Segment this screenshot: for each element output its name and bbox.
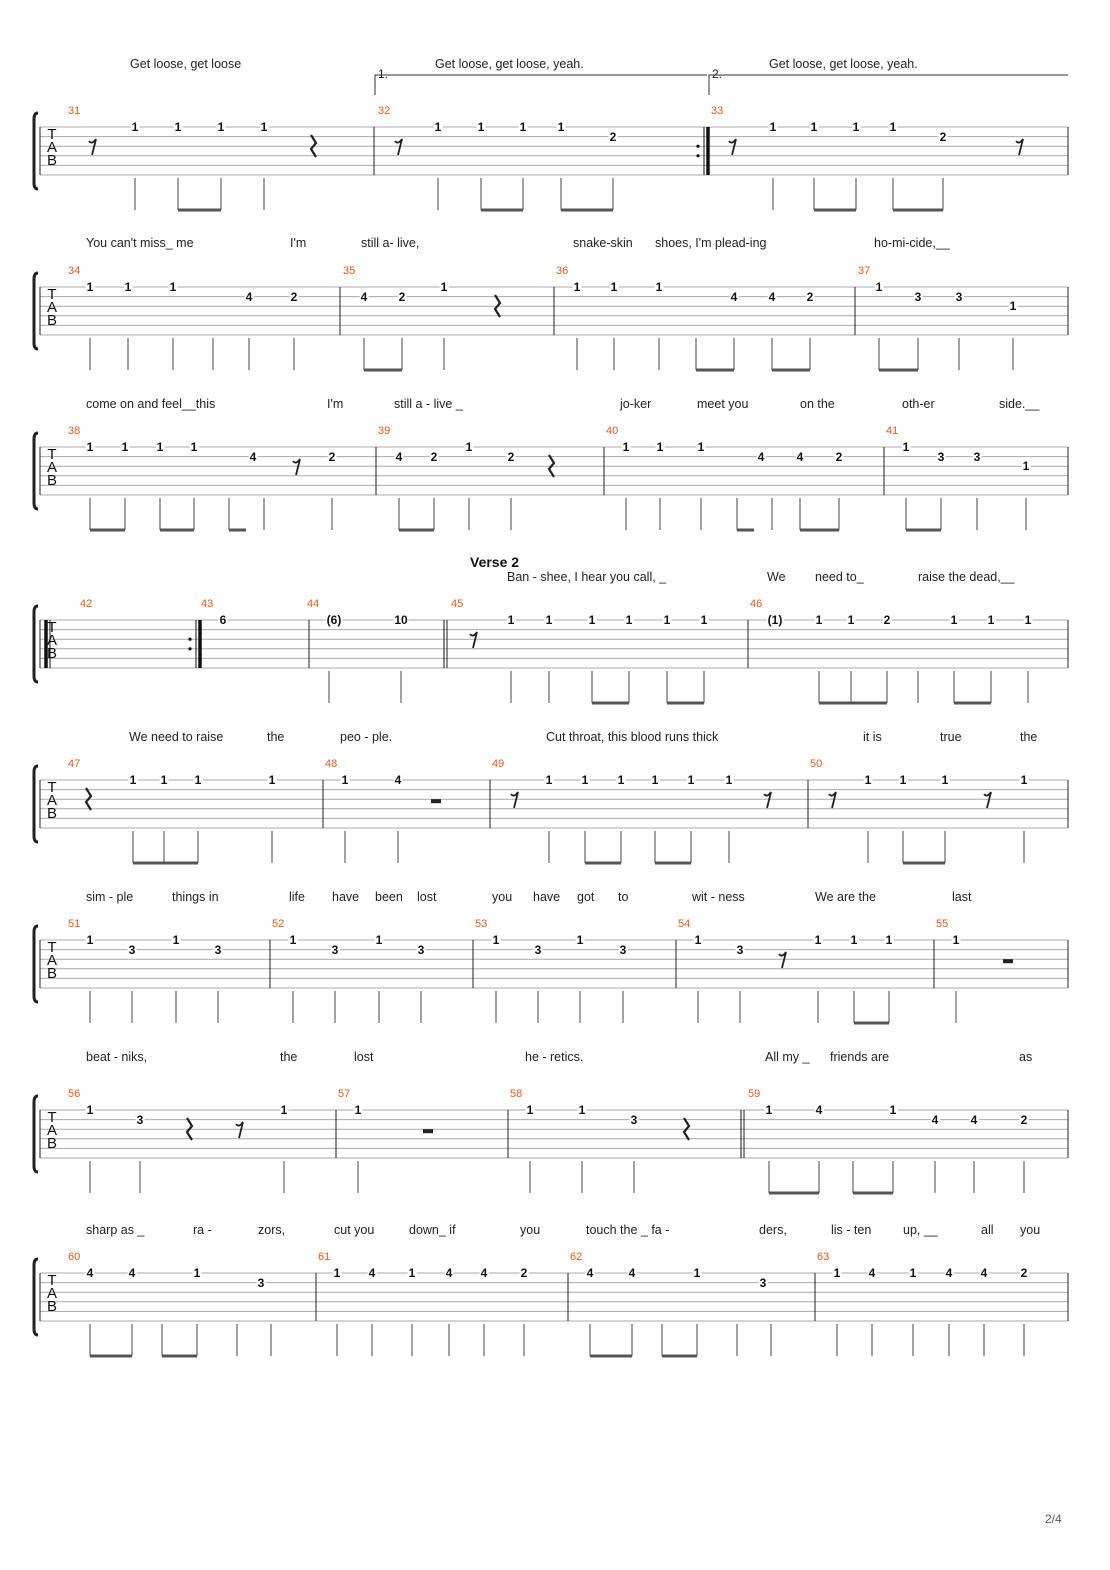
fret-number: 3 [759,1275,767,1290]
measure-number: 44 [307,598,320,610]
fret-number: 4 [868,1266,876,1280]
fret-number: 4 [395,449,403,464]
fret-number: 2 [520,1266,528,1280]
fret-number: 3 [417,942,425,957]
tab-clef-letter: B [46,152,58,169]
tab-clef-letter: T [47,1272,57,1289]
fret-number: 1 [810,120,818,134]
section-title: Verse 2 [470,554,520,570]
fret-number: 1 [465,440,473,454]
tab-clef-letter: B [46,1135,58,1152]
fret-number: 1 [156,440,164,454]
fret-number: 4 [368,1266,376,1280]
fret-number: 4 [586,1266,594,1280]
fret-number: 6 [219,613,227,627]
measure-number: 38 [68,425,81,437]
measure-number: 53 [475,918,488,930]
fret-number: 1 [663,613,671,627]
lyric-syllable: have [533,890,561,904]
volta-bracket-2 [709,75,1068,95]
lyric-syllable: friends are [830,1050,890,1064]
lyric-syllable: to [618,890,629,904]
fret-number: 1 [581,773,589,787]
fret-number: 1 [987,613,995,627]
fret-number: 1 [617,773,625,787]
fret-number: 3 [331,942,339,957]
measure-number: 31 [68,105,81,117]
lyric-syllable: Get loose, get loose, yeah. [769,57,918,71]
lyric-syllable: ders, [759,1223,787,1237]
fret-number: 1 [375,933,383,947]
fret-number: 1 [172,933,180,947]
fret-number: 1 [656,440,664,454]
lyric-syllable: sharp as _ [86,1223,145,1237]
tab-clef-letter: A [46,792,58,809]
lyric-syllable: touch the _ fa - [586,1223,670,1237]
repeat-dot [696,154,699,157]
lyric-syllable: lost [417,890,437,904]
fret-number: 1 [434,120,442,134]
measure-number: 37 [858,265,871,277]
tab-clef-letter: B [46,805,58,822]
tab-clef-letter: B [46,965,58,982]
tab-clef-letter: T [47,619,57,636]
fret-number: 4 [445,1266,453,1280]
lyric-syllable: I'm [290,236,307,250]
lyric-syllable: the [267,730,285,744]
fret-number: 1 [1024,613,1032,627]
system-bracket [34,273,38,349]
lyric-syllable: still a- live, [361,236,420,250]
tab-clef-letter: A [46,139,58,156]
eighth-rest [511,792,518,808]
measure-number: 47 [68,758,81,770]
fret-number: 1 [124,280,132,294]
lyric-syllable: ra - [193,1223,212,1237]
fret-number: 1 [86,1103,94,1117]
lyric-syllable: last [952,890,972,904]
fret-number: 1 [1020,773,1028,787]
measure-number: 33 [711,105,724,117]
lyric-syllable: you [1020,1223,1041,1237]
tab-clef-letter: T [47,779,57,796]
system-bracket [34,113,38,189]
measure-number: 57 [338,1088,351,1100]
fret-number: 3 [534,942,542,957]
fret-number: 10 [394,613,408,627]
measure-number: 61 [318,1251,331,1263]
fret-number: 2 [1020,1112,1028,1127]
fret-number: 1 [941,773,949,787]
fret-number: 3 [214,942,222,957]
tab-clef-letter: B [46,472,58,489]
eighth-rest [729,139,736,155]
fret-number: 1 [1022,459,1030,474]
fret-number: 3 [736,942,744,957]
fret-number: 1 [341,773,349,787]
measure-number: 45 [451,598,464,610]
fret-number: (6) [326,613,342,627]
fret-number: 2 [398,289,406,304]
lyric-syllable: need to_ [815,570,864,584]
fret-number: 1 [519,120,527,134]
fret-number: 1 [289,933,297,947]
lyric-syllable: Ban - shee, I hear you call, _ [507,570,667,584]
fret-number: 1 [440,280,448,294]
lyric-syllable: oth-er [902,397,935,411]
lyric-syllable: ho-mi-cide,__ [874,236,950,250]
eighth-rest [395,139,402,155]
fret-number: 1 [408,1266,416,1280]
measure-number: 32 [378,105,391,117]
fret-number: 1 [651,773,659,787]
tab-clef-letter: A [46,1122,58,1139]
fret-number: 3 [619,942,627,957]
volta-label: 2. [712,67,723,81]
eighth-rest [89,139,96,155]
fret-number: 1 [545,613,553,627]
lyric-syllable: you [492,890,513,904]
fret-number: 2 [806,289,814,304]
lyric-syllable: side.__ [999,397,1040,411]
fret-number: 1 [1009,299,1017,314]
fret-number: 1 [193,1266,201,1280]
tab-clef-letter: T [47,126,57,143]
fret-number: 4 [815,1103,823,1117]
tab-clef-letter: A [46,459,58,476]
fret-number: 4 [931,1112,939,1127]
fret-number: 3 [257,1275,265,1290]
fret-number: 1 [694,933,702,947]
measure-number: 35 [343,265,356,277]
lyric-syllable: Get loose, get loose [130,57,242,71]
lyric-syllable: raise the dead,__ [918,570,1015,584]
fret-number: 1 [86,280,94,294]
fret-number: 1 [557,120,565,134]
fret-number: 4 [945,1266,953,1280]
fret-number: 1 [899,773,907,787]
fret-number: 4 [245,289,253,304]
fret-number: 4 [757,449,765,464]
lyric-syllable: We need to raise [129,730,224,744]
tab-clef-letter: B [46,645,58,662]
fret-number: 1 [814,933,822,947]
fret-number: 1 [952,933,960,947]
measure-number: 36 [556,265,569,277]
fret-number: 3 [937,449,945,464]
measure-number: 55 [936,918,949,930]
lyric-syllable: sim - ple [86,890,134,904]
fret-number: 1 [588,613,596,627]
fret-number: 1 [815,613,823,627]
fret-number: 1 [477,120,485,134]
lyric-syllable: the [1020,730,1038,744]
system-bracket [34,926,38,1002]
lyric-syllable: I'm [327,397,344,411]
fret-number: 1 [526,1103,534,1117]
fret-number: 2 [430,449,438,464]
measure-number: 56 [68,1088,81,1100]
fret-number: 1 [573,280,581,294]
measure-number: 54 [678,918,691,930]
tab-clef-letter: A [46,952,58,969]
measure-number: 62 [570,1251,583,1263]
lyric-syllable: We are the [815,890,876,904]
system-bracket [34,1096,38,1172]
fret-number: 1 [697,440,705,454]
lyric-syllable: true [940,730,962,744]
measure-number: 40 [606,425,619,437]
fret-number: 1 [174,120,182,134]
fret-number: 1 [902,440,910,454]
fret-number: 1 [131,120,139,134]
lyric-syllable: beat - niks, [86,1050,148,1064]
fret-number: 4 [128,1266,136,1280]
fret-number: 1 [622,440,630,454]
fret-number: 4 [796,449,804,464]
fret-number: 1 [576,933,584,947]
volta-bracket-1 [375,75,707,95]
fret-number: 2 [290,289,298,304]
whole-rest [431,799,441,803]
repeat-dot [188,647,191,650]
measure-number: 52 [272,918,285,930]
fret-number: 1 [889,120,897,134]
fret-number: 1 [217,120,225,134]
fret-number: 1 [725,773,733,787]
fret-number: 1 [950,613,958,627]
lyric-syllable: lost [354,1050,374,1064]
fret-number: 3 [630,1112,638,1127]
fret-number: 1 [545,773,553,787]
measure-number: 49 [492,758,505,770]
fret-number: 2 [883,613,891,627]
fret-number: 4 [768,289,776,304]
fret-number: 1 [610,280,618,294]
fret-number: 4 [249,449,257,464]
fret-number: 2 [609,129,617,144]
fret-number: 1 [160,773,168,787]
fret-number: 1 [354,1103,362,1117]
measure-number: 60 [68,1251,81,1263]
lyric-syllable: been [375,890,403,904]
lyric-syllable: still a - live _ [394,397,463,411]
fret-number: 1 [847,613,855,627]
fret-number: 4 [360,289,368,304]
fret-number: 1 [194,773,202,787]
lyric-syllable: up, __ [903,1223,938,1237]
lyric-syllable: things in [172,890,219,904]
lyric-syllable: You can't miss_ me [86,236,194,250]
tab-clef-letter: T [47,446,57,463]
lyric-syllable: on the [800,397,835,411]
fret-number: 4 [394,773,402,787]
tab-clef-letter: B [46,1298,58,1315]
tab-clef-letter: T [47,939,57,956]
eighth-rest [829,792,836,808]
tab-clef-letter: A [46,1285,58,1302]
measure-number: 42 [80,598,93,610]
tab-clef-letter: A [46,632,58,649]
fret-number: 2 [1020,1266,1028,1280]
eighth-rest [1016,139,1023,155]
fret-number: 1 [864,773,872,787]
fret-number: 1 [909,1266,917,1280]
lyric-syllable: come on and feel__this [86,397,216,411]
page-number: 2/4 [1045,1512,1062,1526]
fret-number: 1 [850,933,858,947]
lyric-syllable: peo - ple. [340,730,393,744]
measure-number: 39 [378,425,391,437]
lyric-syllable: snake-skin [573,236,633,250]
eighth-rest [779,952,786,968]
measure-number: 41 [886,425,899,437]
fret-number: 1 [129,773,137,787]
lyric-syllable: you [520,1223,541,1237]
fret-number: 2 [835,449,843,464]
lyric-syllable: life [289,890,305,904]
fret-number: 3 [955,289,963,304]
fret-number: 3 [914,289,922,304]
fret-number: 1 [833,1266,841,1280]
eighth-rest [293,459,300,475]
system-bracket [34,433,38,509]
tab-clef-letter: T [47,1109,57,1126]
fret-number: 1 [578,1103,586,1117]
fret-number: 1 [687,773,695,787]
fret-number: 1 [86,440,94,454]
system-bracket [34,1259,38,1335]
lyric-syllable: got [577,890,595,904]
tab-clef-letter: A [46,299,58,316]
lyric-syllable: lis - ten [831,1223,872,1237]
lyric-syllable: Cut throat, this blood runs thick [546,730,719,744]
fret-number: 3 [128,942,136,957]
fret-number: (1) [767,613,783,627]
lyric-syllable: have [332,890,360,904]
fret-number: 1 [700,613,708,627]
measure-number: 59 [748,1088,761,1100]
lyric-syllable: shoes, I'm plead-ing [655,236,767,250]
lyric-syllable: wit - ness [692,890,745,904]
fret-number: 1 [769,120,777,134]
fret-number: 1 [169,280,177,294]
tab-clef-letter: B [46,312,58,329]
fret-number: 4 [480,1266,488,1280]
eighth-rest [236,1122,243,1138]
fret-number: 1 [333,1266,341,1280]
measure-number: 63 [817,1251,830,1263]
measure-number: 50 [810,758,823,770]
lyric-syllable: Get loose, get loose, yeah. [435,57,584,71]
whole-rest [1003,959,1013,963]
measure-number: 34 [68,265,81,277]
fret-number: 4 [730,289,738,304]
fret-number: 4 [980,1266,988,1280]
fret-number: 1 [121,440,129,454]
lyric-syllable: All my _ [765,1050,810,1064]
fret-number: 1 [268,773,276,787]
lyric-syllable: all [981,1223,994,1237]
fret-number: 1 [693,1266,701,1280]
eighth-rest [764,792,771,808]
fret-number: 1 [655,280,663,294]
fret-number: 1 [885,933,893,947]
whole-rest [423,1129,433,1133]
repeat-dot [696,145,699,148]
fret-number: 1 [625,613,633,627]
lyric-syllable: zors, [258,1223,286,1237]
measure-number: 48 [325,758,338,770]
measure-number: 58 [510,1088,523,1100]
fret-number: 1 [260,120,268,134]
measure-number: 43 [201,598,214,610]
fret-number: 4 [970,1112,978,1127]
fret-number: 1 [86,933,94,947]
lyric-syllable: he - retics. [525,1050,584,1064]
lyric-syllable: as [1019,1050,1033,1064]
lyric-syllable: cut you [334,1223,375,1237]
fret-number: 3 [973,449,981,464]
fret-number: 1 [875,280,883,294]
lyric-syllable: the [280,1050,298,1064]
tab-clef-letter: T [47,286,57,303]
fret-number: 1 [889,1103,897,1117]
lyric-syllable: it is [863,730,882,744]
system-bracket [34,766,38,842]
fret-number: 2 [507,449,515,464]
eighth-rest [470,632,477,648]
volta-label: 1. [378,67,389,81]
fret-number: 4 [628,1266,636,1280]
eighth-rest [984,792,991,808]
fret-number: 4 [86,1266,94,1280]
fret-number: 1 [765,1103,773,1117]
lyric-syllable: down_ if [409,1223,456,1237]
fret-number: 1 [280,1103,288,1117]
lyric-syllable: We [767,570,786,584]
fret-number: 2 [328,449,336,464]
repeat-dot [188,638,191,641]
fret-number: 2 [939,129,947,144]
fret-number: 1 [852,120,860,134]
measure-number: 51 [68,918,81,930]
fret-number: 1 [507,613,515,627]
lyric-syllable: meet you [697,397,749,411]
system-bracket [34,606,38,682]
lyric-syllable: jo-ker [620,397,652,411]
fret-number: 1 [190,440,198,454]
fret-number: 1 [492,933,500,947]
measure-number: 46 [750,598,763,610]
fret-number: 3 [136,1112,144,1127]
